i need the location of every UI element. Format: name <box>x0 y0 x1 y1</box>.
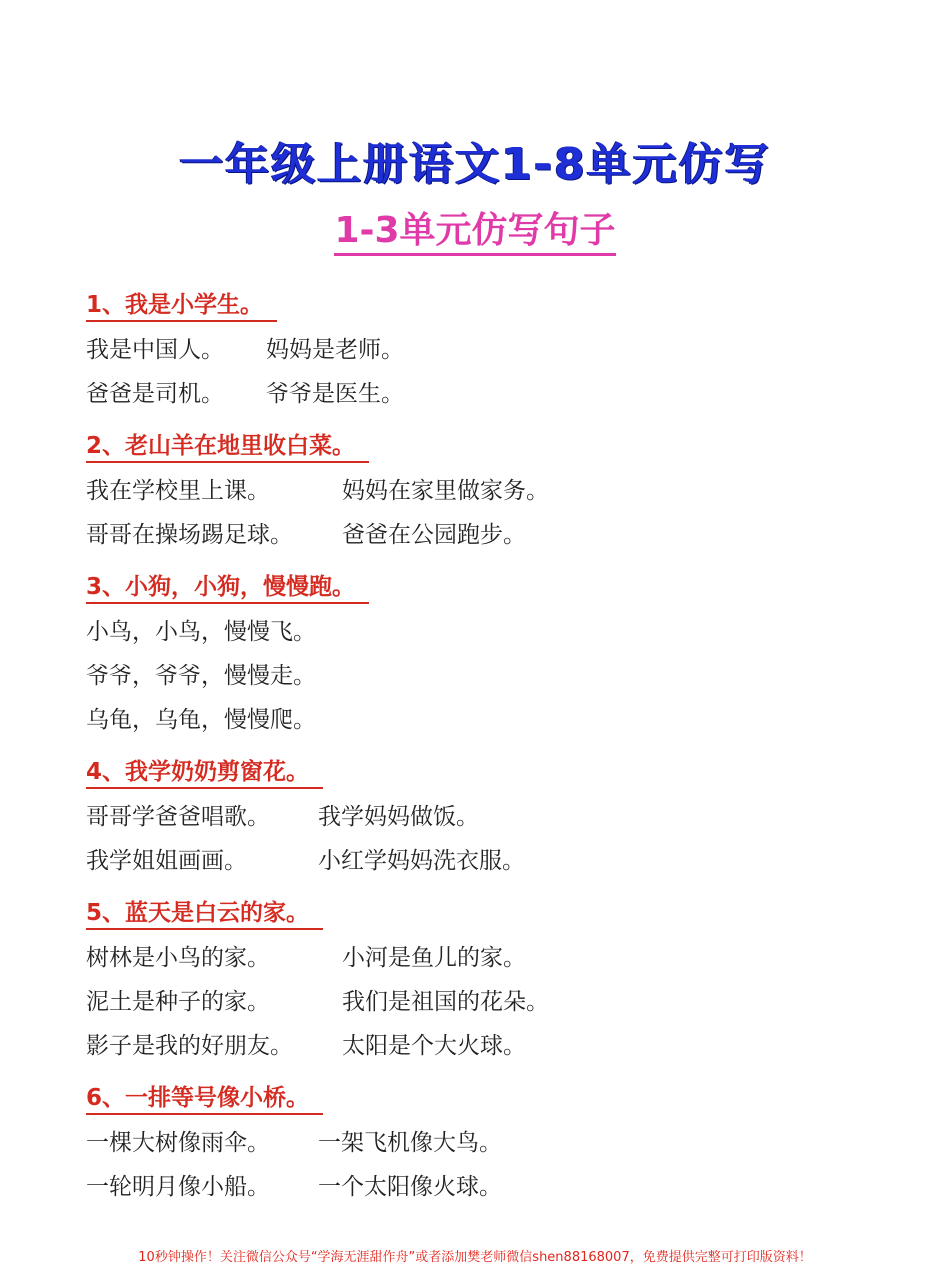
sentence-row <box>86 795 906 839</box>
exercise-section <box>86 1079 906 1209</box>
exercise-section <box>86 286 906 416</box>
sentence-row <box>86 1024 906 1068</box>
sentence-row <box>86 328 906 372</box>
example-sentence: 太阳是个大火球。 <box>342 1033 526 1059</box>
example-sentence: 一个太阳像火球。 <box>318 1174 502 1200</box>
sentence-row <box>86 839 906 883</box>
example-sentence: 爷爷是医生。 <box>266 381 404 407</box>
sentence-row <box>86 654 906 698</box>
section-heading: 6、一排等号像小桥。 <box>86 1079 323 1115</box>
sentence-row <box>86 698 906 742</box>
example-sentence: 我们是祖国的花朵。 <box>342 989 549 1015</box>
sentence-row <box>86 610 906 654</box>
example-sentence: 我是中国人。 <box>86 337 224 363</box>
example-sentence: 树林是小鸟的家。 <box>86 945 270 971</box>
exercise-section <box>86 568 906 742</box>
example-sentence: 哥哥在操场踢足球。 <box>86 522 293 548</box>
section-heading: 1、我是小学生。 <box>86 286 277 322</box>
example-sentence: 泥土是种子的家。 <box>86 989 270 1015</box>
example-sentence: 小河是鱼儿的家。 <box>342 945 526 971</box>
section-heading: 3、小狗，小狗，慢慢跑。 <box>86 568 369 604</box>
example-sentence: 小红学妈妈洗衣服。 <box>318 848 525 874</box>
example-sentence: 小鸟，小鸟，慢慢飞。 <box>86 619 316 645</box>
example-sentence: 一棵大树像雨伞。 <box>86 1130 270 1156</box>
sentence-row <box>86 980 906 1024</box>
sentence-row <box>86 469 906 513</box>
exercise-section <box>86 427 906 557</box>
example-sentence: 爷爷，爷爷，慢慢走。 <box>86 663 316 689</box>
subtitle-text: 1-3单元仿写句子 <box>334 210 615 256</box>
section-heading: 2、老山羊在地里收白菜。 <box>86 427 369 463</box>
exercise-section <box>86 753 906 883</box>
example-sentence: 爸爸在公园跑步。 <box>342 522 526 548</box>
example-sentence: 妈妈在家里做家务。 <box>342 478 549 504</box>
exercise-list <box>86 286 906 1220</box>
sentence-row <box>86 513 906 557</box>
sentence-row <box>86 372 906 416</box>
example-sentence: 哥哥学爸爸唱歌。 <box>86 804 270 830</box>
example-sentence: 乌龟，乌龟，慢慢爬。 <box>86 707 316 733</box>
page-subtitle <box>0 202 950 253</box>
example-sentence: 一轮明月像小船。 <box>86 1174 270 1200</box>
exercise-section <box>86 894 906 1068</box>
example-sentence: 我学姐姐画画。 <box>86 848 247 874</box>
example-sentence: 影子是我的好朋友。 <box>86 1033 293 1059</box>
page-title: 一年级上册语文1-8单元仿写 <box>179 139 771 190</box>
footer-notice: 10秒钟操作！关注微信公众号“学海无涯甜作舟”或者添加樊老师微信shen88168007，免费提供完整可打印版资料！ <box>138 1250 812 1265</box>
example-sentence: 我在学校里上课。 <box>86 478 270 504</box>
example-sentence: 我学妈妈做饭。 <box>318 804 479 830</box>
example-sentence: 爸爸是司机。 <box>86 381 224 407</box>
sentence-row <box>86 936 906 980</box>
sentence-row <box>86 1121 906 1165</box>
example-sentence: 一架飞机像大鸟。 <box>318 1130 502 1156</box>
section-heading: 5、蓝天是白云的家。 <box>86 894 323 930</box>
section-heading: 4、我学奶奶剪窗花。 <box>86 753 323 789</box>
example-sentence: 妈妈是老师。 <box>266 337 404 363</box>
sentence-row <box>86 1165 906 1209</box>
